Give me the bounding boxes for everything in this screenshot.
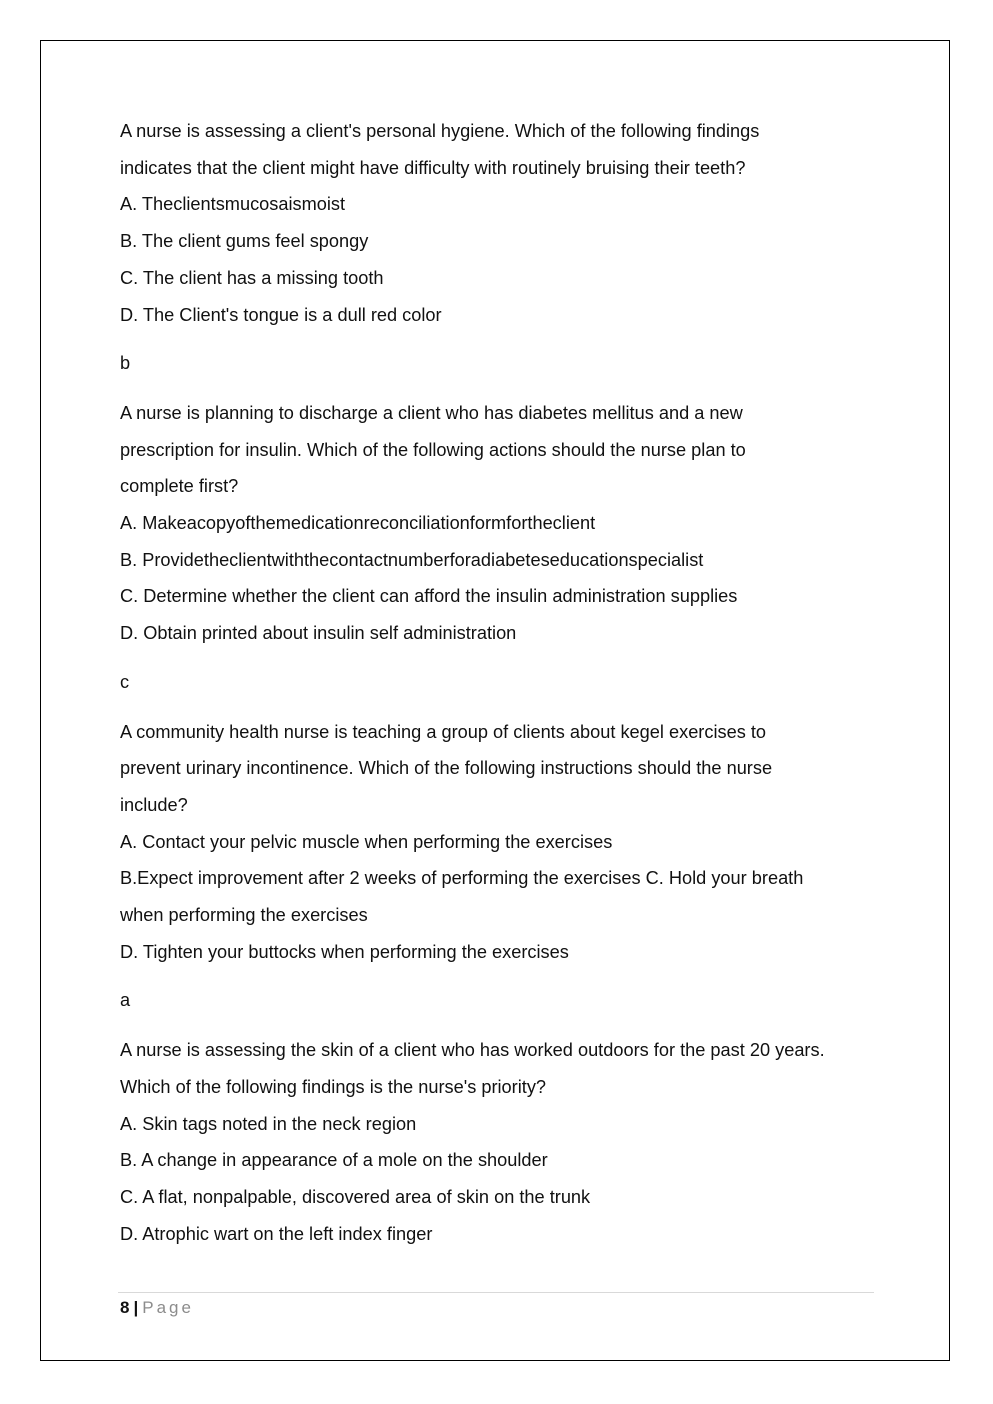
correct-answer: b [120, 353, 131, 374]
question-stem-line: complete first? [120, 476, 239, 497]
correct-answer: c [120, 671, 130, 692]
footer-divider [118, 1292, 874, 1293]
answer-option: D. Tighten your buttocks when performing the exercises [120, 941, 569, 962]
question-stem-line: prevent urinary incontinence. Which of the following instructions should the nurse [120, 758, 773, 779]
question-stem-line: A community health nurse is teaching a group of clients about kegel exercises to [120, 721, 767, 742]
question-stem-line: include? [120, 794, 188, 815]
answer-option: C. A flat, nonpalpable, discovered area of skin on the trunk [120, 1186, 591, 1207]
question-block [120, 113, 880, 382]
question-stem-line: A nurse is assessing the skin of a client who has worked outdoors for the past 20 years. [120, 1040, 825, 1061]
question-stem-line: A nurse is assessing a client's personal hygiene. Which of the following findings [120, 121, 760, 141]
answer-option: C. The client has a missing tooth [120, 267, 384, 288]
answer-option: B.Expect improvement after 2 weeks of performing the exercises C. Hold your breath [120, 868, 804, 889]
footer-separator: | [133, 1298, 139, 1317]
question-stem-line: Which of the following findings is the nurse's priority? [120, 1076, 547, 1097]
question-block [120, 1032, 880, 1252]
answer-option: A. Makeacopyofthemedicationreconciliationformfortheclient [120, 513, 596, 534]
answer-option: B. A change in appearance of a mole on the shoulder [120, 1150, 548, 1171]
question-stem-line: prescription for insulin. Which of the following actions should the nurse plan to [120, 439, 746, 460]
answer-option: when performing the exercises [120, 905, 368, 926]
document-body [120, 113, 880, 1252]
question-block [120, 395, 880, 701]
question-stem-line: A nurse is planning to discharge a client who has diabetes mellitus and a new [120, 402, 743, 423]
correct-answer: a [120, 990, 131, 1011]
page-label: Page [142, 1298, 194, 1317]
answer-option: B. The client gums feel spongy [120, 231, 369, 252]
answer-option: D. The Client's tongue is a dull red color [120, 304, 442, 325]
answer-option: B. Providetheclientwiththecontactnumberforadiabeteseducationspecialist [120, 549, 704, 570]
answer-option: D. Atrophic wart on the left index finger [120, 1223, 433, 1244]
page-number: 8 [120, 1298, 130, 1317]
answer-option: A. Contact your pelvic muscle when performing the exercises [120, 831, 613, 852]
answer-option: C. Determine whether the client can afford the insulin administration supplies [120, 586, 738, 607]
question-stem-line: indicates that the client might have difficulty with routinely bruising their teeth? [120, 157, 746, 178]
answer-option: A. Skin tags noted in the neck region [120, 1113, 417, 1134]
question-block [120, 714, 880, 1020]
answer-option: A. Theclientsmucosaismoist [120, 194, 346, 215]
answer-option: D. Obtain printed about insulin self administration [120, 623, 517, 644]
page-footer [120, 1296, 194, 1320]
